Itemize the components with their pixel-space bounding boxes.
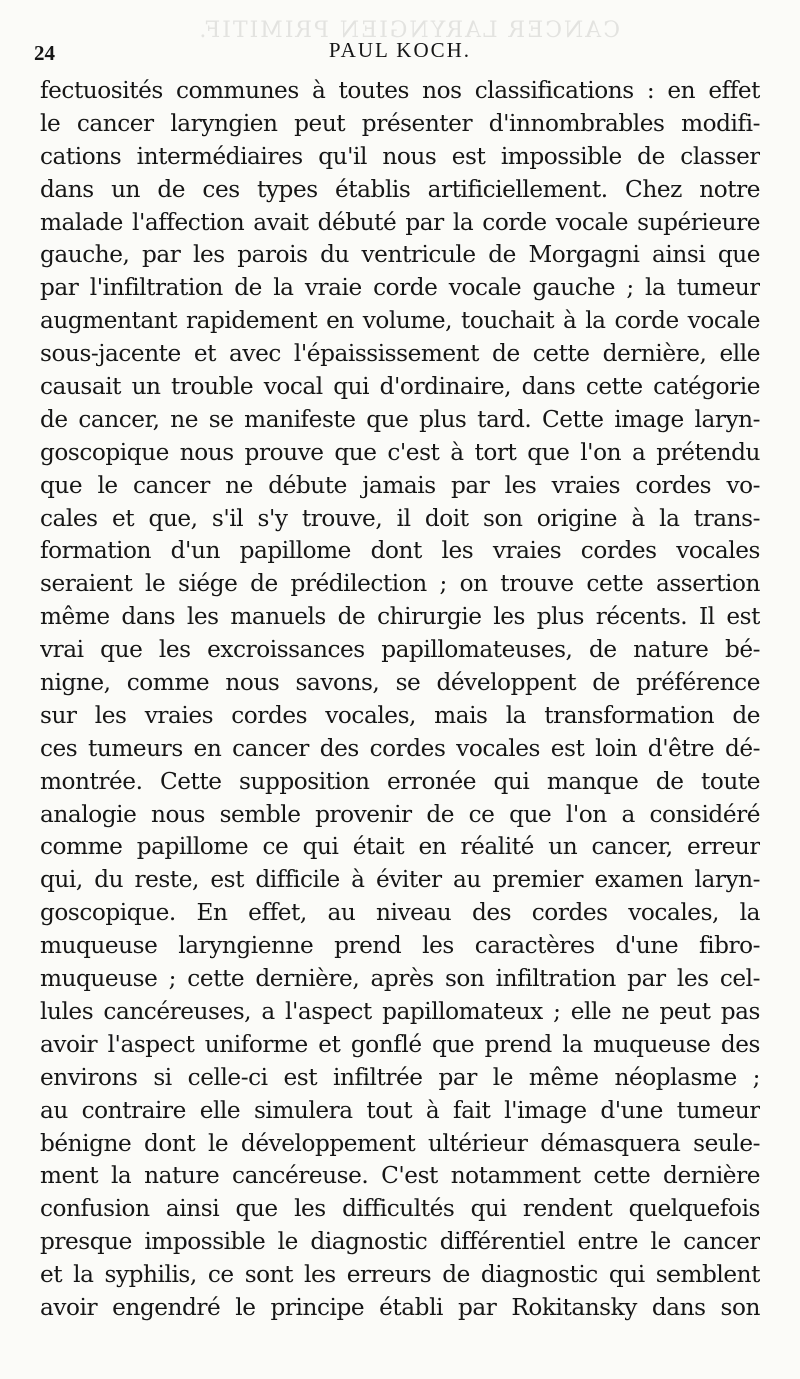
text-line: nigne, comme nous savons, se développent de préférence [40, 669, 760, 697]
text-line: lules cancéreuses, a l'aspect papillomateux ; elle ne peut pas [40, 997, 760, 1025]
text-line: cales et que, s'il s'y trouve, il doit son origine à la trans- [40, 504, 760, 532]
text-line: bénigne dont le développement ultérieur démasquera seule- [40, 1129, 760, 1157]
text-line: au contraire elle simulera tout à fait l'image d'une tumeur [40, 1096, 760, 1124]
text-line: gauche, par les parois du ventricule de Morgagni ainsi que [40, 241, 760, 269]
text-line: goscopique nous prouve que c'est à tort que l'on a prétendu [40, 438, 760, 466]
page-number: 24 [34, 41, 55, 65]
show-through-text: CANCER LARYNGIEN PRIMITIF. [197, 18, 620, 43]
text-line: ment la nature cancéreuse. C'est notamment cette dernière [40, 1162, 760, 1190]
text-line: fectuosités communes à toutes nos classifications : en effet [40, 77, 760, 104]
running-head: PAUL KOCH. [328, 38, 472, 62]
text-line: qui, du reste, est difficile à éviter au premier examen laryn- [40, 866, 760, 894]
text-line: analogie nous semble provenir de ce que l'on a considéré [40, 800, 760, 828]
text-line: dans un de ces types établis artificiellement. Chez notre [40, 175, 760, 203]
page-header [0, 36, 800, 70]
text-line: cations intermédiaires qu'il nous est impossible de classer [40, 142, 760, 170]
text-line: goscopique. En effet, au niveau des cordes vocales, la [40, 899, 760, 927]
body-text [40, 75, 760, 1325]
text-line: formation d'un papillome dont les vraies cordes vocales [40, 537, 760, 565]
text-line: causait un trouble vocal qui d'ordinaire, dans cette catégorie [40, 373, 760, 401]
text-line: le cancer laryngien peut présenter d'innombrables modifi- [40, 109, 760, 137]
text-line: montrée. Cette supposition erronée qui manque de toute [40, 767, 760, 795]
text-line: muqueuse ; cette dernière, après son infiltration par les cel- [40, 965, 760, 993]
text-line: même dans les manuels de chirurgie les plus récents. Il est [40, 603, 760, 631]
text-line: confusion ainsi que les difficultés qui rendent quelquefois [40, 1195, 760, 1223]
text-line: sur les vraies cordes vocales, mais la transformation de [40, 701, 760, 729]
text-line: vrai que les excroissances papillomateuses, de nature bé- [40, 636, 760, 664]
text-line: et la syphilis, ce sont les erreurs de diagnostic qui semblent [40, 1261, 760, 1289]
text-line: environs si celle-ci est infiltrée par le même néoplasme ; [40, 1063, 760, 1091]
text-line: que le cancer ne débute jamais par les vraies cordes vo- [40, 471, 760, 499]
text-line: augmentant rapidement en volume, touchait à la corde vocale [40, 307, 760, 335]
text-line: muqueuse laryngienne prend les caractères d'une fibro- [40, 932, 760, 960]
text-line: malade l'affection avait débuté par la corde vocale supérieure [40, 208, 760, 236]
text-line: avoir engendré le principe établi par Rokitansky dans son [40, 1293, 760, 1321]
text-line: presque impossible le diagnostic différentiel entre le cancer [40, 1228, 760, 1256]
text-line: ces tumeurs en cancer des cordes vocales est loin d'être dé- [40, 734, 760, 762]
text-line: comme papillome ce qui était en réalité un cancer, erreur [40, 833, 760, 861]
text-line: de cancer, ne se manifeste que plus tard. Cette image laryn- [40, 405, 760, 433]
text-line: avoir l'aspect uniforme et gonflé que prend la muqueuse des [40, 1030, 760, 1058]
text-line: sous-jacente et avec l'épaississement de cette dernière, elle [40, 340, 760, 368]
text-line: seraient le siége de prédilection ; on trouve cette assertion [40, 570, 760, 598]
text-line: par l'infiltration de la vraie corde vocale gauche ; la tumeur [40, 274, 760, 302]
